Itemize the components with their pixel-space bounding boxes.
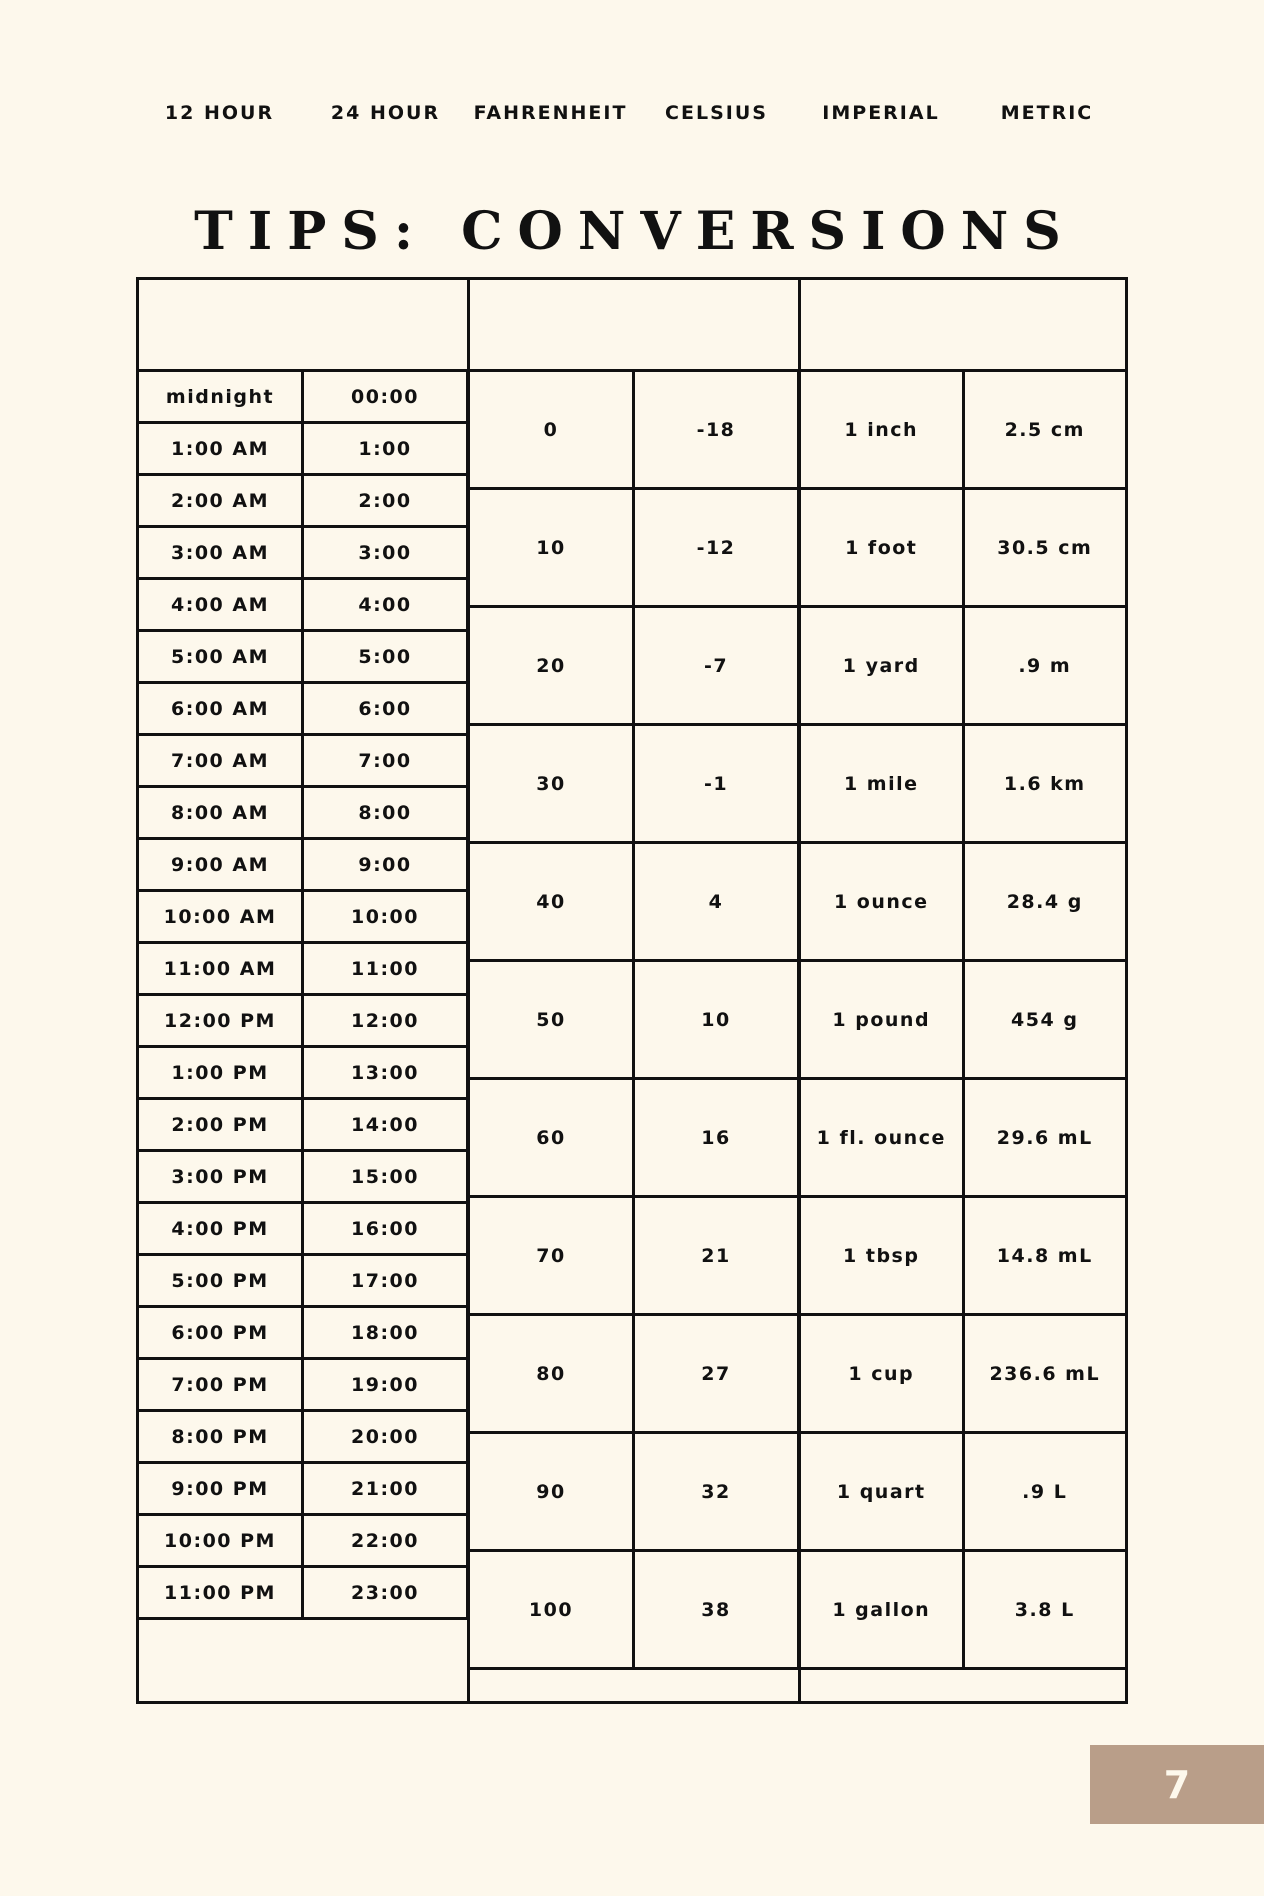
cell-12-hour: 11:00 AM — [138, 943, 303, 995]
cell-12-hour: 10:00 AM — [138, 891, 303, 943]
time-row — [138, 1099, 468, 1151]
cell-12-hour: 10:00 PM — [138, 1515, 303, 1567]
time-row — [138, 371, 468, 423]
cell-imperial: 1 gallon — [800, 1551, 964, 1669]
header-imperial: IMPERIAL — [822, 102, 940, 124]
time-row — [138, 1047, 468, 1099]
cell-imperial: 1 quart — [800, 1433, 964, 1551]
measurement-row — [800, 489, 1127, 607]
measurement-row — [800, 961, 1127, 1079]
cell-imperial: 1 mile — [800, 725, 964, 843]
cell-12-hour: 6:00 PM — [138, 1307, 303, 1359]
cell-fahrenheit: 20 — [469, 607, 634, 725]
cell-12-hour: 2:00 AM — [138, 475, 303, 527]
header-12-hour: 12 HOUR — [164, 102, 275, 124]
time-row — [138, 475, 468, 527]
temperature-row — [469, 1315, 799, 1433]
cell-celsius: 10 — [634, 961, 799, 1079]
cell-fahrenheit: 70 — [469, 1197, 634, 1315]
cell-12-hour: 1:00 PM — [138, 1047, 303, 1099]
cell-celsius: 16 — [634, 1079, 799, 1197]
cell-12-hour: 8:00 PM — [138, 1411, 303, 1463]
cell-24-hour: 9:00 — [303, 839, 468, 891]
time-row — [138, 787, 468, 839]
measurement-row — [800, 1551, 1127, 1669]
cell-12-hour: 7:00 AM — [138, 735, 303, 787]
time-row — [138, 839, 468, 891]
page-title: TIPS: CONVERSIONS — [194, 201, 1076, 262]
time-row — [138, 1359, 468, 1411]
time-row — [138, 1515, 468, 1567]
header-fahrenheit: FAHRENHEIT — [473, 102, 628, 124]
cell-24-hour: 21:00 — [303, 1463, 468, 1515]
temperature-row — [469, 961, 799, 1079]
temperature-row — [469, 1197, 799, 1315]
measurement-row — [800, 725, 1127, 843]
time-row — [138, 423, 468, 475]
measurement-row — [800, 1197, 1127, 1315]
time-row — [138, 579, 468, 631]
time-row — [138, 735, 468, 787]
cell-24-hour: 11:00 — [303, 943, 468, 995]
cell-metric: .9 m — [963, 607, 1127, 725]
cell-24-hour: 6:00 — [303, 683, 468, 735]
time-row — [138, 1411, 468, 1463]
cell-fahrenheit: 100 — [469, 1551, 634, 1669]
cell-24-hour: 3:00 — [303, 527, 468, 579]
time-row — [138, 1203, 468, 1255]
cell-celsius: 21 — [634, 1197, 799, 1315]
cell-imperial: 1 cup — [800, 1315, 964, 1433]
cell-metric: .9 L — [963, 1433, 1127, 1551]
cell-24-hour: 10:00 — [303, 891, 468, 943]
cell-12-hour: 7:00 PM — [138, 1359, 303, 1411]
temperature-row — [469, 1079, 799, 1197]
cell-metric: 14.8 mL — [963, 1197, 1127, 1315]
cell-imperial: 1 foot — [800, 489, 964, 607]
temperature-conversion-table — [467, 369, 800, 1670]
cell-12-hour: 9:00 PM — [138, 1463, 303, 1515]
cell-fahrenheit: 0 — [469, 371, 634, 489]
cell-24-hour: 4:00 — [303, 579, 468, 631]
measurement-conversion-table — [798, 369, 1128, 1670]
time-row — [138, 683, 468, 735]
temperature-row — [469, 371, 799, 489]
cell-metric: 236.6 mL — [963, 1315, 1127, 1433]
time-row — [138, 527, 468, 579]
header-celsius: CELSIUS — [665, 102, 768, 124]
cell-12-hour: 6:00 AM — [138, 683, 303, 735]
cell-celsius: -12 — [634, 489, 799, 607]
cell-fahrenheit: 60 — [469, 1079, 634, 1197]
cell-24-hour: 13:00 — [303, 1047, 468, 1099]
measurement-row — [800, 1315, 1127, 1433]
time-row — [138, 1255, 468, 1307]
cell-24-hour: 00:00 — [303, 371, 468, 423]
cell-12-hour: 3:00 PM — [138, 1151, 303, 1203]
cell-fahrenheit: 90 — [469, 1433, 634, 1551]
cell-24-hour: 8:00 — [303, 787, 468, 839]
cell-12-hour: 8:00 AM — [138, 787, 303, 839]
cell-24-hour: 19:00 — [303, 1359, 468, 1411]
cell-metric: 3.8 L — [963, 1551, 1127, 1669]
time-row — [138, 943, 468, 995]
cell-celsius: -1 — [634, 725, 799, 843]
measurement-row — [800, 1079, 1127, 1197]
time-row — [138, 631, 468, 683]
cell-12-hour: 2:00 PM — [138, 1099, 303, 1151]
time-conversion-table — [136, 369, 469, 1620]
temperature-row — [469, 843, 799, 961]
cell-24-hour: 14:00 — [303, 1099, 468, 1151]
cell-24-hour: 18:00 — [303, 1307, 468, 1359]
cell-imperial: 1 pound — [800, 961, 964, 1079]
cell-imperial: 1 yard — [800, 607, 964, 725]
temperature-row — [469, 1433, 799, 1551]
time-row — [138, 1567, 468, 1619]
cell-metric: 28.4 g — [963, 843, 1127, 961]
cell-12-hour: 4:00 PM — [138, 1203, 303, 1255]
cell-celsius: 27 — [634, 1315, 799, 1433]
cell-imperial: 1 tbsp — [800, 1197, 964, 1315]
cell-24-hour: 16:00 — [303, 1203, 468, 1255]
cell-celsius: -18 — [634, 371, 799, 489]
temperature-row — [469, 489, 799, 607]
cell-fahrenheit: 80 — [469, 1315, 634, 1433]
cell-metric: 2.5 cm — [963, 371, 1127, 489]
measurement-row — [800, 1433, 1127, 1551]
time-row — [138, 891, 468, 943]
cell-12-hour: 9:00 AM — [138, 839, 303, 891]
time-row — [138, 1307, 468, 1359]
header-24-hour: 24 HOUR — [330, 102, 441, 124]
cell-fahrenheit: 30 — [469, 725, 634, 843]
header-metric: METRIC — [1000, 102, 1094, 124]
cell-24-hour: 23:00 — [303, 1567, 468, 1619]
cell-celsius: -7 — [634, 607, 799, 725]
cell-metric: 454 g — [963, 961, 1127, 1079]
cell-imperial: 1 ounce — [800, 843, 964, 961]
measurement-row — [800, 371, 1127, 489]
temperature-row — [469, 1551, 799, 1669]
cell-12-hour: 3:00 AM — [138, 527, 303, 579]
cell-24-hour: 7:00 — [303, 735, 468, 787]
cell-24-hour: 5:00 — [303, 631, 468, 683]
cell-24-hour: 1:00 — [303, 423, 468, 475]
page-number-badge: 7 — [1090, 1745, 1264, 1824]
cell-celsius: 4 — [634, 843, 799, 961]
cell-fahrenheit: 10 — [469, 489, 634, 607]
cell-12-hour: 5:00 AM — [138, 631, 303, 683]
temperature-row — [469, 725, 799, 843]
cell-imperial: 1 fl. ounce — [800, 1079, 964, 1197]
measurement-row — [800, 607, 1127, 725]
cell-imperial: 1 inch — [800, 371, 964, 489]
cell-24-hour: 15:00 — [303, 1151, 468, 1203]
time-row — [138, 1151, 468, 1203]
cell-12-hour: 5:00 PM — [138, 1255, 303, 1307]
cell-metric: 29.6 mL — [963, 1079, 1127, 1197]
cell-24-hour: 12:00 — [303, 995, 468, 1047]
cell-24-hour: 17:00 — [303, 1255, 468, 1307]
cell-12-hour: 1:00 AM — [138, 423, 303, 475]
time-row — [138, 1463, 468, 1515]
cell-metric: 30.5 cm — [963, 489, 1127, 607]
cell-24-hour: 2:00 — [303, 475, 468, 527]
cell-celsius: 32 — [634, 1433, 799, 1551]
measurement-row — [800, 843, 1127, 961]
cell-12-hour: midnight — [138, 371, 303, 423]
cell-12-hour: 4:00 AM — [138, 579, 303, 631]
cell-12-hour: 11:00 PM — [138, 1567, 303, 1619]
time-row — [138, 995, 468, 1047]
cell-12-hour: 12:00 PM — [138, 995, 303, 1047]
temperature-row — [469, 607, 799, 725]
cell-fahrenheit: 50 — [469, 961, 634, 1079]
cell-24-hour: 22:00 — [303, 1515, 468, 1567]
cell-celsius: 38 — [634, 1551, 799, 1669]
cell-fahrenheit: 40 — [469, 843, 634, 961]
cell-24-hour: 20:00 — [303, 1411, 468, 1463]
cell-metric: 1.6 km — [963, 725, 1127, 843]
